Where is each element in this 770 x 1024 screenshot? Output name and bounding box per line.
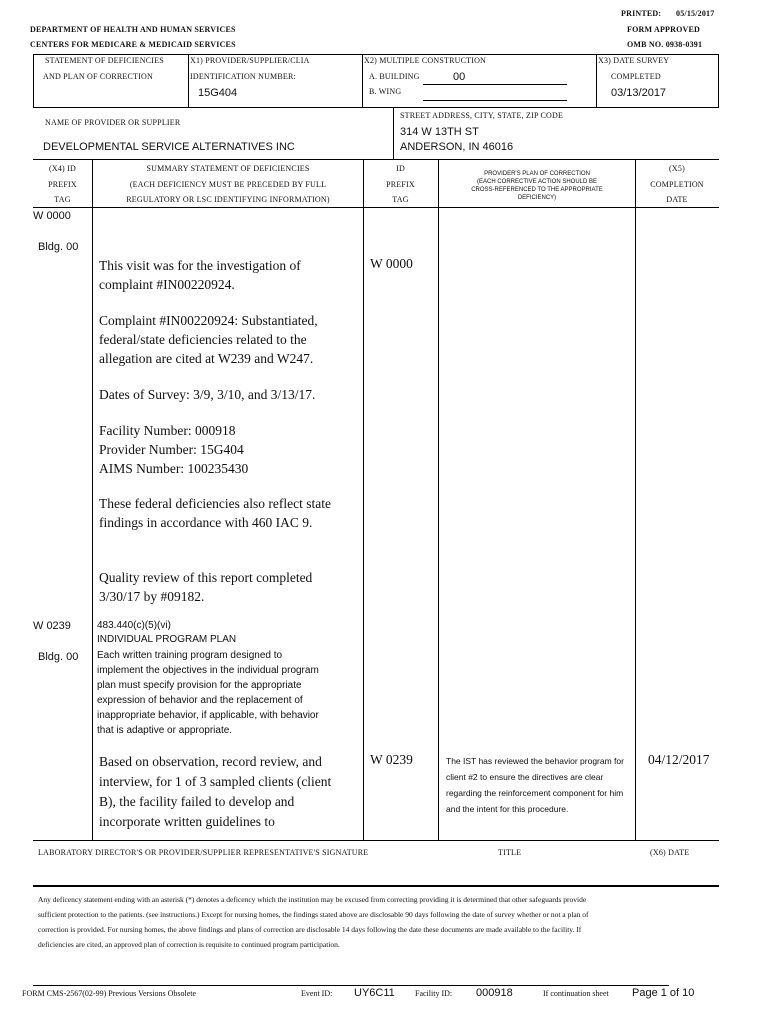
provider-number: Provider Number: 15G404	[99, 442, 244, 457]
facility-id-label: Facility ID:	[415, 989, 453, 998]
x1-sublabel: IDENTIFICATION NUMBER:	[190, 72, 296, 81]
provider-label: NAME OF PROVIDER OR SUPPLIER	[45, 118, 181, 127]
title-label: TITLE	[498, 848, 522, 857]
id-tag-w0000: W 0000	[370, 256, 413, 271]
building-label: A. BUILDING	[369, 72, 420, 81]
provider-name: DEVELOPMENTAL SERVICE ALTERNATIVES INC	[43, 141, 295, 153]
facility-id-value: 000918	[476, 987, 513, 999]
id-header-2: PREFIX	[386, 180, 415, 189]
printed-label: PRINTED:	[621, 9, 662, 18]
event-id-value: UY6C11	[354, 987, 395, 999]
regulation-number: 483.440(c)(5)(vi)	[97, 620, 171, 631]
building-tag-2: Bldg. 00	[38, 651, 79, 663]
building-tag-1: Bldg. 00	[38, 241, 79, 253]
address-line-2: ANDERSON, IN 46016	[400, 141, 514, 153]
printed-date: 05/15/2017	[676, 9, 715, 18]
x5-header-1: (X5)	[669, 164, 685, 173]
plan-header-2: (EACH CORRECTIVE ACTION SHOULD BE	[476, 179, 598, 185]
completion-date: 04/12/2017	[648, 752, 710, 767]
wing-label: B. WING	[369, 87, 402, 96]
paragraph-visit: This visit was for the investigation of complaint #IN00220924.	[99, 258, 301, 292]
paragraph-federal: These federal deficiencies also reflect state findings in accordance with 460 IAC 9.	[99, 496, 331, 530]
x4-header-3: TAG	[54, 195, 71, 204]
provider-id: 15G404	[198, 87, 238, 99]
department-title: DEPARTMENT OF HEALTH AND HUMAN SERVICES	[30, 25, 236, 34]
x6-date-label: (X6) DATE	[650, 848, 690, 857]
finding-text: Based on observation, record review, and interview, for 1 of 3 sampled clients (client B), the facility failed to develop and incorporate written guidelines to	[99, 754, 332, 829]
regulation-text: Each written training program designed to implement the objectives in the individual program plan must specify provision for the appropriate expression of behavior and the replacement of inappropriate behavior, if applicable, with behavior that is adaptive or appropriate.	[97, 650, 319, 736]
deficiency-notice: Any deficency statement ending with an asterisk (*) denotes a deficency which the institution may be excused from correcting providing it is determined that other safeguards provide sufficient protection to the patients. (see instructions.) Except for nursing homes, the findings stated above are disclosable 90 days following the date of survey whether or not a plan of correction is provided. For nursing homes, the above findings and plans of correction are disclosable 14 days following the date these documents are made available to the facility. If deficiencies are cited, an approved plan of correction is requisite to continued program participation.	[38, 895, 589, 949]
tag-w0239: W 0239	[33, 620, 71, 632]
signature-label: LABORATORY DIRECTOR'S OR PROVIDER/SUPPLIER REPRESENTATIVE'S SIGNATURE	[38, 848, 369, 857]
survey-completed-date: 03/13/2017	[611, 87, 667, 99]
address-line-1: 314 W 13TH ST	[400, 126, 479, 138]
x3-label: X3) DATE SURVEY	[598, 56, 670, 65]
x5-header-3: DATE	[666, 195, 688, 204]
x3-sublabel: COMPLETED	[611, 72, 661, 81]
summary-header-3: REGULATORY OR LSC IDENTIFYING INFORMATION)	[126, 195, 330, 204]
x2-label: X2) MULTIPLE CONSTRUCTION	[364, 56, 487, 65]
id-tag-w0239: W 0239	[370, 752, 413, 767]
summary-header-1: SUMMARY STATEMENT OF DEFICIENCIES	[146, 164, 310, 173]
paragraph-quality: Quality review of this report completed 3/30/17 by #09182.	[99, 570, 313, 604]
statement-label-2: AND PLAN OF CORRECTION	[43, 72, 153, 81]
plan-header-1: PROVIDER'S PLAN OF CORRECTION	[484, 171, 590, 177]
summary-header-2: (EACH DEFICIENCY MUST BE PRECEDED BY FULL	[129, 180, 327, 189]
regulation-title: INDIVIDUAL PROGRAM PLAN	[97, 634, 237, 645]
form-approved: FORM APPROVED	[627, 25, 701, 34]
aims-number: AIMS Number: 100235430	[99, 461, 249, 476]
statement-label-1: STATEMENT OF DEFICIENCIES	[45, 56, 164, 65]
paragraph-dates: Dates of Survey: 3/9, 3/10, and 3/13/17.	[99, 387, 316, 402]
continuation-label: If continuation sheet	[543, 989, 609, 998]
page-number: Page 1 of 10	[632, 987, 695, 999]
event-id-label: Event ID:	[301, 989, 333, 998]
form-number: FORM CMS-2567(02-99) Previous Versions Obsolete	[22, 989, 197, 998]
x5-header-2: COMPLETION	[650, 180, 704, 189]
centers-title: CENTERS FOR MEDICARE & MEDICAID SERVICES	[30, 40, 236, 49]
paragraph-complaint: Complaint #IN00220924: Substantiated, federal/state deficiencies related to the allegation are cited at W239 and W247.	[99, 313, 318, 366]
plan-header-3: CROSS-REFERENCED TO THE APPROPRIATE	[471, 187, 603, 193]
building-value: 00	[453, 71, 466, 83]
omb-number: OMB NO. 0938-0391	[627, 40, 703, 49]
plan-of-correction: The IST has reviewed the behavior program for client #2 to ensure the directives are clear regarding the reinforcement component for him and the intent for this procedure.	[446, 756, 624, 814]
x1-label: X1) PROVIDER/SUPPLIER/CLIA	[190, 56, 310, 65]
x4-header-1: (X4) ID	[49, 164, 76, 173]
plan-header-4: DEFICIENCY)	[517, 195, 557, 201]
facility-number: Facility Number: 000918	[99, 423, 236, 438]
id-header-3: TAG	[392, 195, 409, 204]
id-header-1: ID	[396, 164, 405, 173]
x4-header-2: PREFIX	[48, 180, 77, 189]
tag-w0000: W 0000	[33, 210, 71, 222]
address-label: STREET ADDRESS, CITY, STATE, ZIP CODE	[400, 111, 564, 120]
